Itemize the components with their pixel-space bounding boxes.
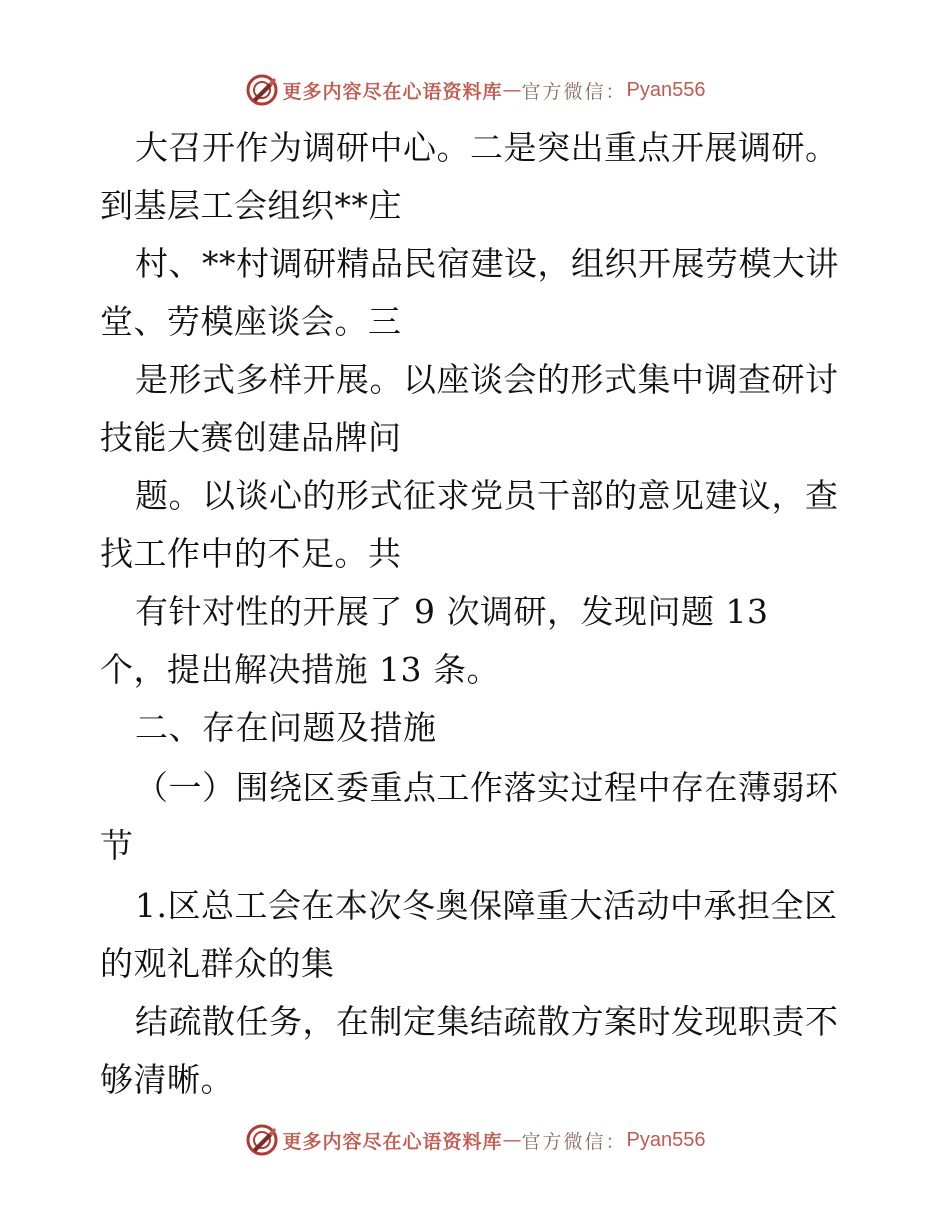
banner-main-text: 更多内容尽在心语资料库: [282, 80, 503, 103]
text-line: 堂、劳模座谈会。三: [100, 302, 402, 341]
header-banner: [0, 68, 950, 112]
banner-wechat-id: Pyan556: [626, 78, 706, 101]
banner-wechat-label: 官方微信：: [521, 80, 627, 103]
banner-wechat-label: 官方微信：: [521, 1130, 627, 1153]
text-line: 的观礼群众的集: [100, 944, 335, 983]
subsection-heading: （一）围绕区委重点工作落实过程中存在薄弱环: [135, 768, 839, 807]
text-line: 村、**村调研精品民宿建设，组织开展劳模大讲: [135, 244, 839, 283]
footer-banner: [0, 1118, 950, 1162]
text-line: 够清晰。: [100, 1060, 234, 1099]
text-line: 结疏散任务，在制定集结疏散方案时发现职责不: [135, 1002, 839, 1041]
text-line: 到基层工会组织**庄: [100, 186, 402, 225]
text-line: 技能大赛创建品牌问: [100, 418, 402, 457]
section-heading: 二、存在问题及措施: [135, 708, 437, 747]
text-line: 题。以谈心的形式征求党员干部的意见建议，查: [135, 476, 839, 515]
text-line: 个，提出解决措施 13 条。: [100, 650, 500, 689]
pen-logo-icon: [245, 1123, 279, 1157]
banner-wechat-id: Pyan556: [626, 1128, 706, 1151]
text-line: 有针对性的开展了 9 次调研，发现问题 13: [135, 592, 769, 631]
subsection-heading-cont: 节: [100, 826, 134, 865]
banner-separator: —: [502, 79, 522, 101]
pen-logo-icon: [245, 73, 279, 107]
banner-separator: —: [502, 1129, 522, 1151]
text-line: 1.区总工会在本次冬奥保障重大活动中承担全区: [135, 886, 838, 925]
text-line: 找工作中的不足。共: [100, 534, 402, 573]
text-line: 是形式多样开展。以座谈会的形式集中调查研讨: [135, 360, 839, 399]
banner-main-text: 更多内容尽在心语资料库: [282, 1130, 503, 1153]
text-line: 大召开作为调研中心。二是突出重点开展调研。: [135, 128, 839, 167]
